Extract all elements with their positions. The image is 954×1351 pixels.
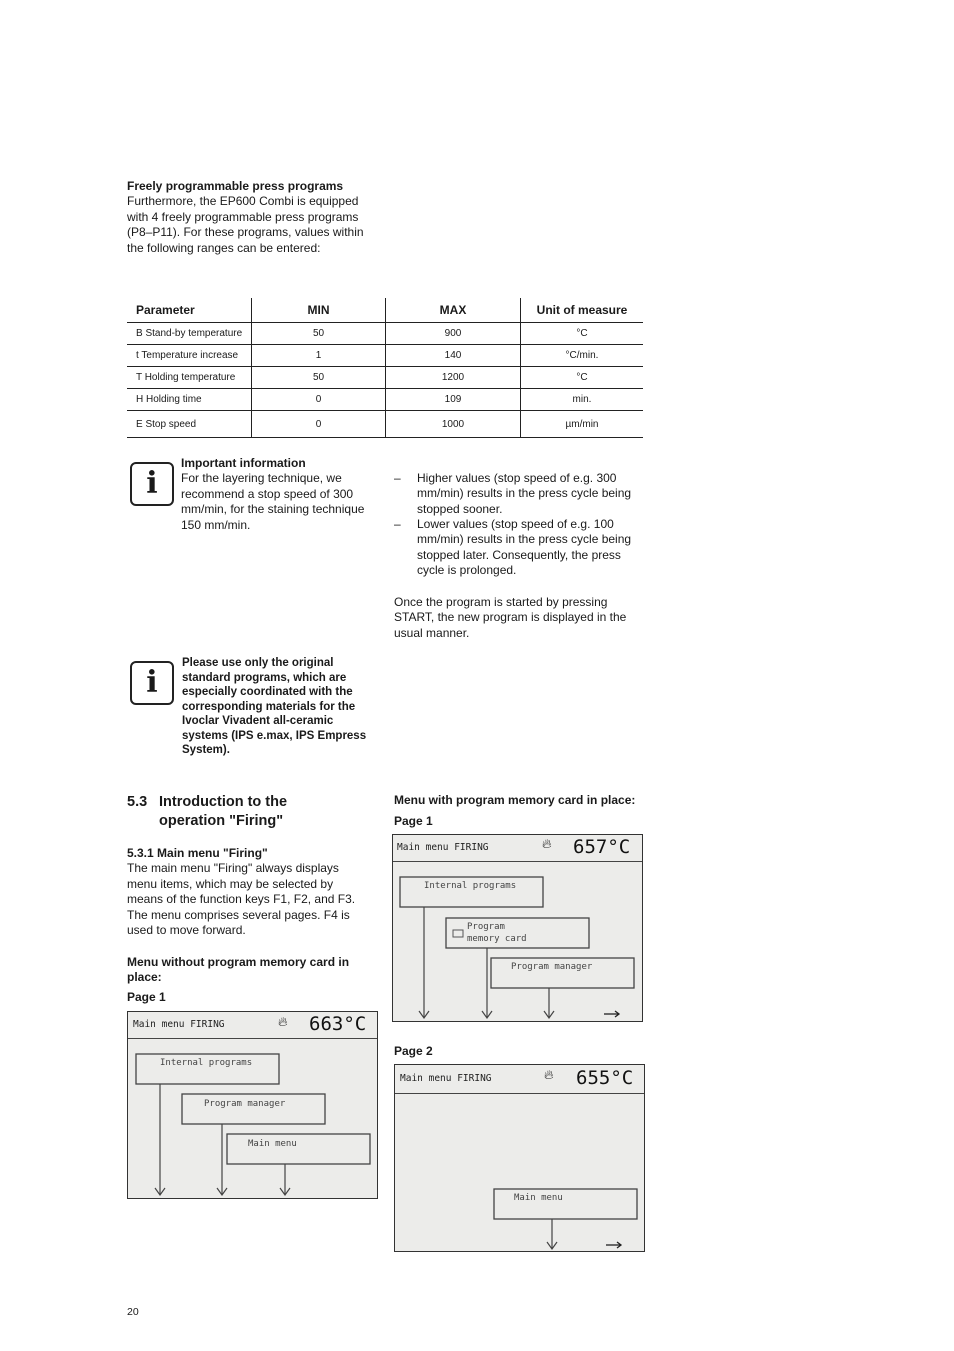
section-heading [127,793,147,812]
important-info-heading: Important information [181,456,306,470]
info-icon: i [130,661,174,705]
table-cell: min. [521,389,644,411]
important-info [181,456,371,533]
table-header: Unit of measure [521,298,644,323]
firing-screen-without-card [127,1011,378,1199]
table-header: MIN [252,298,386,323]
table-row [127,345,643,367]
menu-item-main-menu[interactable]: Main menu [248,1139,297,1149]
menu-item-internal-programs[interactable]: Internal programs [424,881,517,891]
menu-item-main-menu[interactable]: Main menu [514,1193,563,1203]
table-cell: H Holding time [127,389,252,411]
page2-label-right: Page 2 [394,1044,433,1058]
table-cell: E Stop speed [127,411,252,438]
table-cell: °C/min. [521,345,644,367]
subsection-heading: 5.3.1 Main menu "Firing" [127,846,268,860]
section-title [159,793,379,831]
table-cell: t Temperature increase [127,345,252,367]
section-number: 5.3 [127,794,148,810]
section-title-line2: operation "Firing" [159,813,284,829]
table-row [127,389,643,411]
table-cell: T Holding temperature [127,367,252,389]
firing-screen-with-card-page1 [392,834,643,1022]
list-item [394,471,644,517]
table-header: Parameter [127,298,252,323]
page1-label-right: Page 1 [394,814,433,828]
bullet-dash: – [394,471,401,485]
table-header-row [127,298,643,323]
subsection [127,846,372,938]
table-cell: 1 [252,345,386,367]
list-item [394,517,644,579]
section-title-line1: Introduction to the [159,794,288,810]
table-cell: 0 [252,389,386,411]
important-info-body: For the layering technique, we recommend a stop speed of 300 mm/min, for the staining technique 150 mm/min. [181,471,365,532]
menu-item-program-manager[interactable]: Program manager [204,1099,286,1109]
subsection-body: The main menu "Firing" always displays menu items, which may be selected by means of the function keys F1, F2, and F3. The menu comprises several pages. F4 is used to move forward. [127,861,356,938]
page-number: 20 [127,1306,139,1318]
intro-heading: Freely programmable press programs [127,179,344,193]
table-cell: 1200 [386,367,521,389]
menu-item-program-manager[interactable]: Program manager [511,962,593,972]
info-icon: i [130,462,174,506]
menu-item-program-memory-card[interactable]: Program memory card [467,922,527,944]
screen-title: Main menu FIRING [400,1073,492,1084]
table-cell: °C [521,367,644,389]
intro-block [127,179,372,256]
table-cell: 900 [386,323,521,345]
intro-body: Furthermore, the EP600 Combi is equipped with 4 freely programmable press programs (P8–P11). For these programs, values within the following ranges can be entered: [127,194,364,255]
menu-item-internal-programs[interactable]: Internal programs [160,1058,253,1068]
page1-label-left: Page 1 [127,990,166,1004]
table-cell: 109 [386,389,521,411]
standard-programs-note: Please use only the original standard programs, which are especially coordinated with the corresponding materials for the Ivoclar Vivadent all-ceramic systems (IPS e.max, IPS Empress System). [182,657,367,756]
after-bullets-text: Once the program is started by pressing START, the new program is displayed in the usual manner. [394,595,627,640]
bullet-dash: – [394,517,401,531]
without-card-heading: Menu without program memory card in place: [127,955,350,985]
table-row [127,367,643,389]
table-cell: B Stand-by temperature [127,323,252,345]
screen-temperature: 655°C [576,1067,634,1089]
bullet-text: Higher values (stop speed of e.g. 300 mm/min) results in the press cycle being stopped sooner. [417,471,632,516]
flame-icon: 🔥︎ [542,836,552,851]
table-row [127,323,643,345]
table-row [127,411,643,438]
table-header: MAX [386,298,521,323]
screen-temperature: 663°C [309,1013,367,1035]
table-cell: 0 [252,411,386,438]
with-card-heading: Menu with program memory card in place: [394,793,636,807]
table-cell: 140 [386,345,521,367]
bullet-text: Lower values (stop speed of e.g. 100 mm/min) results in the press cycle being stopped later. Consequently, the press cycle is prolonged. [417,517,632,578]
table-cell: 50 [252,367,386,389]
table-cell: 1000 [386,411,521,438]
screen-temperature: 657°C [573,836,631,858]
table-cell: µm/min [521,411,644,438]
screen-title: Main menu FIRING [397,842,489,853]
menu-tree-lines [395,1065,644,1251]
firing-screen-with-card-page2 [394,1064,645,1252]
table-cell: °C [521,323,644,345]
table-cell: 50 [252,323,386,345]
parameter-table [127,298,643,438]
screen-title: Main menu FIRING [133,1019,225,1030]
flame-icon: 🔥︎ [544,1067,554,1082]
flame-icon: 🔥︎ [278,1014,288,1029]
